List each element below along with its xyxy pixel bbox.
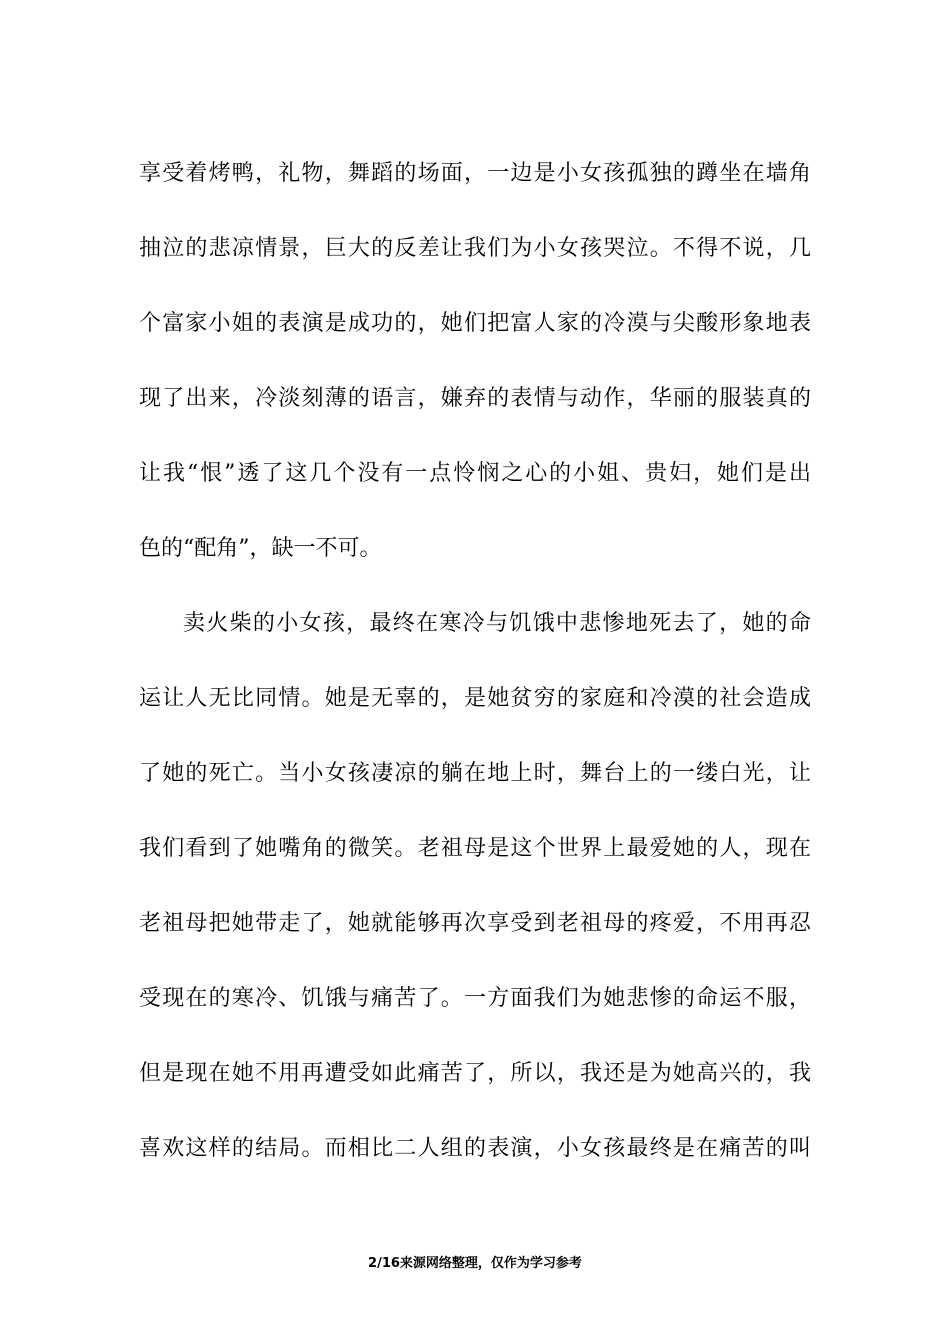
page-footer: 2/16来源网络整理，仅作为学习参考 [368,1256,582,1271]
paragraph-1-line-1: 享受着烤鸭，礼物，舞蹈的场面，一边是小女孩孤独的蹲坐在墙角 [139,161,811,186]
paragraph-1-line-4: 现了出来，冷淡刻薄的语言，嫌弃的表情与动作，华丽的服装真的 [139,386,811,411]
paragraph-2-line-8: 喜欢这样的结局。而相比二人组的表演，小女孩最终是在痛苦的叫 [139,1136,811,1161]
paragraph-2-line-6: 受现在的寒冷、饥饿与痛苦了。一方面我们为她悲惨的命运不服， [139,986,811,1011]
paragraph-1-line-3: 个富家小姐的表演是成功的，她们把富人家的冷漠与尖酸形象地表 [139,311,811,336]
paragraph-1-line-5: 让我“恨”透了这几个没有一点怜悯之心的小姐、贵妇，她们是出 [139,461,811,486]
paragraph-2-line-7: 但是现在她不用再遭受如此痛苦了，所以，我还是为她高兴的，我 [139,1061,811,1086]
paragraph-1-line-6: 色的“配角”，缺一不可。 [139,536,382,561]
paragraph-2-line-1: 卖火柴的小女孩，最终在寒冷与饥饿中悲惨地死去了，她的命 [183,611,811,636]
paragraph-2-line-5: 老祖母把她带走了，她就能够再次享受到老祖母的疼爱，不用再忍 [139,911,811,936]
paragraph-1-line-2: 抽泣的悲凉情景，巨大的反差让我们为小女孩哭泣。不得不说，几 [139,236,811,261]
paragraph-2-line-2: 运让人无比同情。她是无辜的，是她贫穷的家庭和冷漠的社会造成 [139,686,811,711]
paragraph-2-line-4: 我们看到了她嘴角的微笑。老祖母是这个世界上最爱她的人，现在 [139,836,811,861]
paragraph-2-line-3: 了她的死亡。当小女孩凄凉的躺在地上时，舞台上的一缕白光，让 [139,761,811,786]
